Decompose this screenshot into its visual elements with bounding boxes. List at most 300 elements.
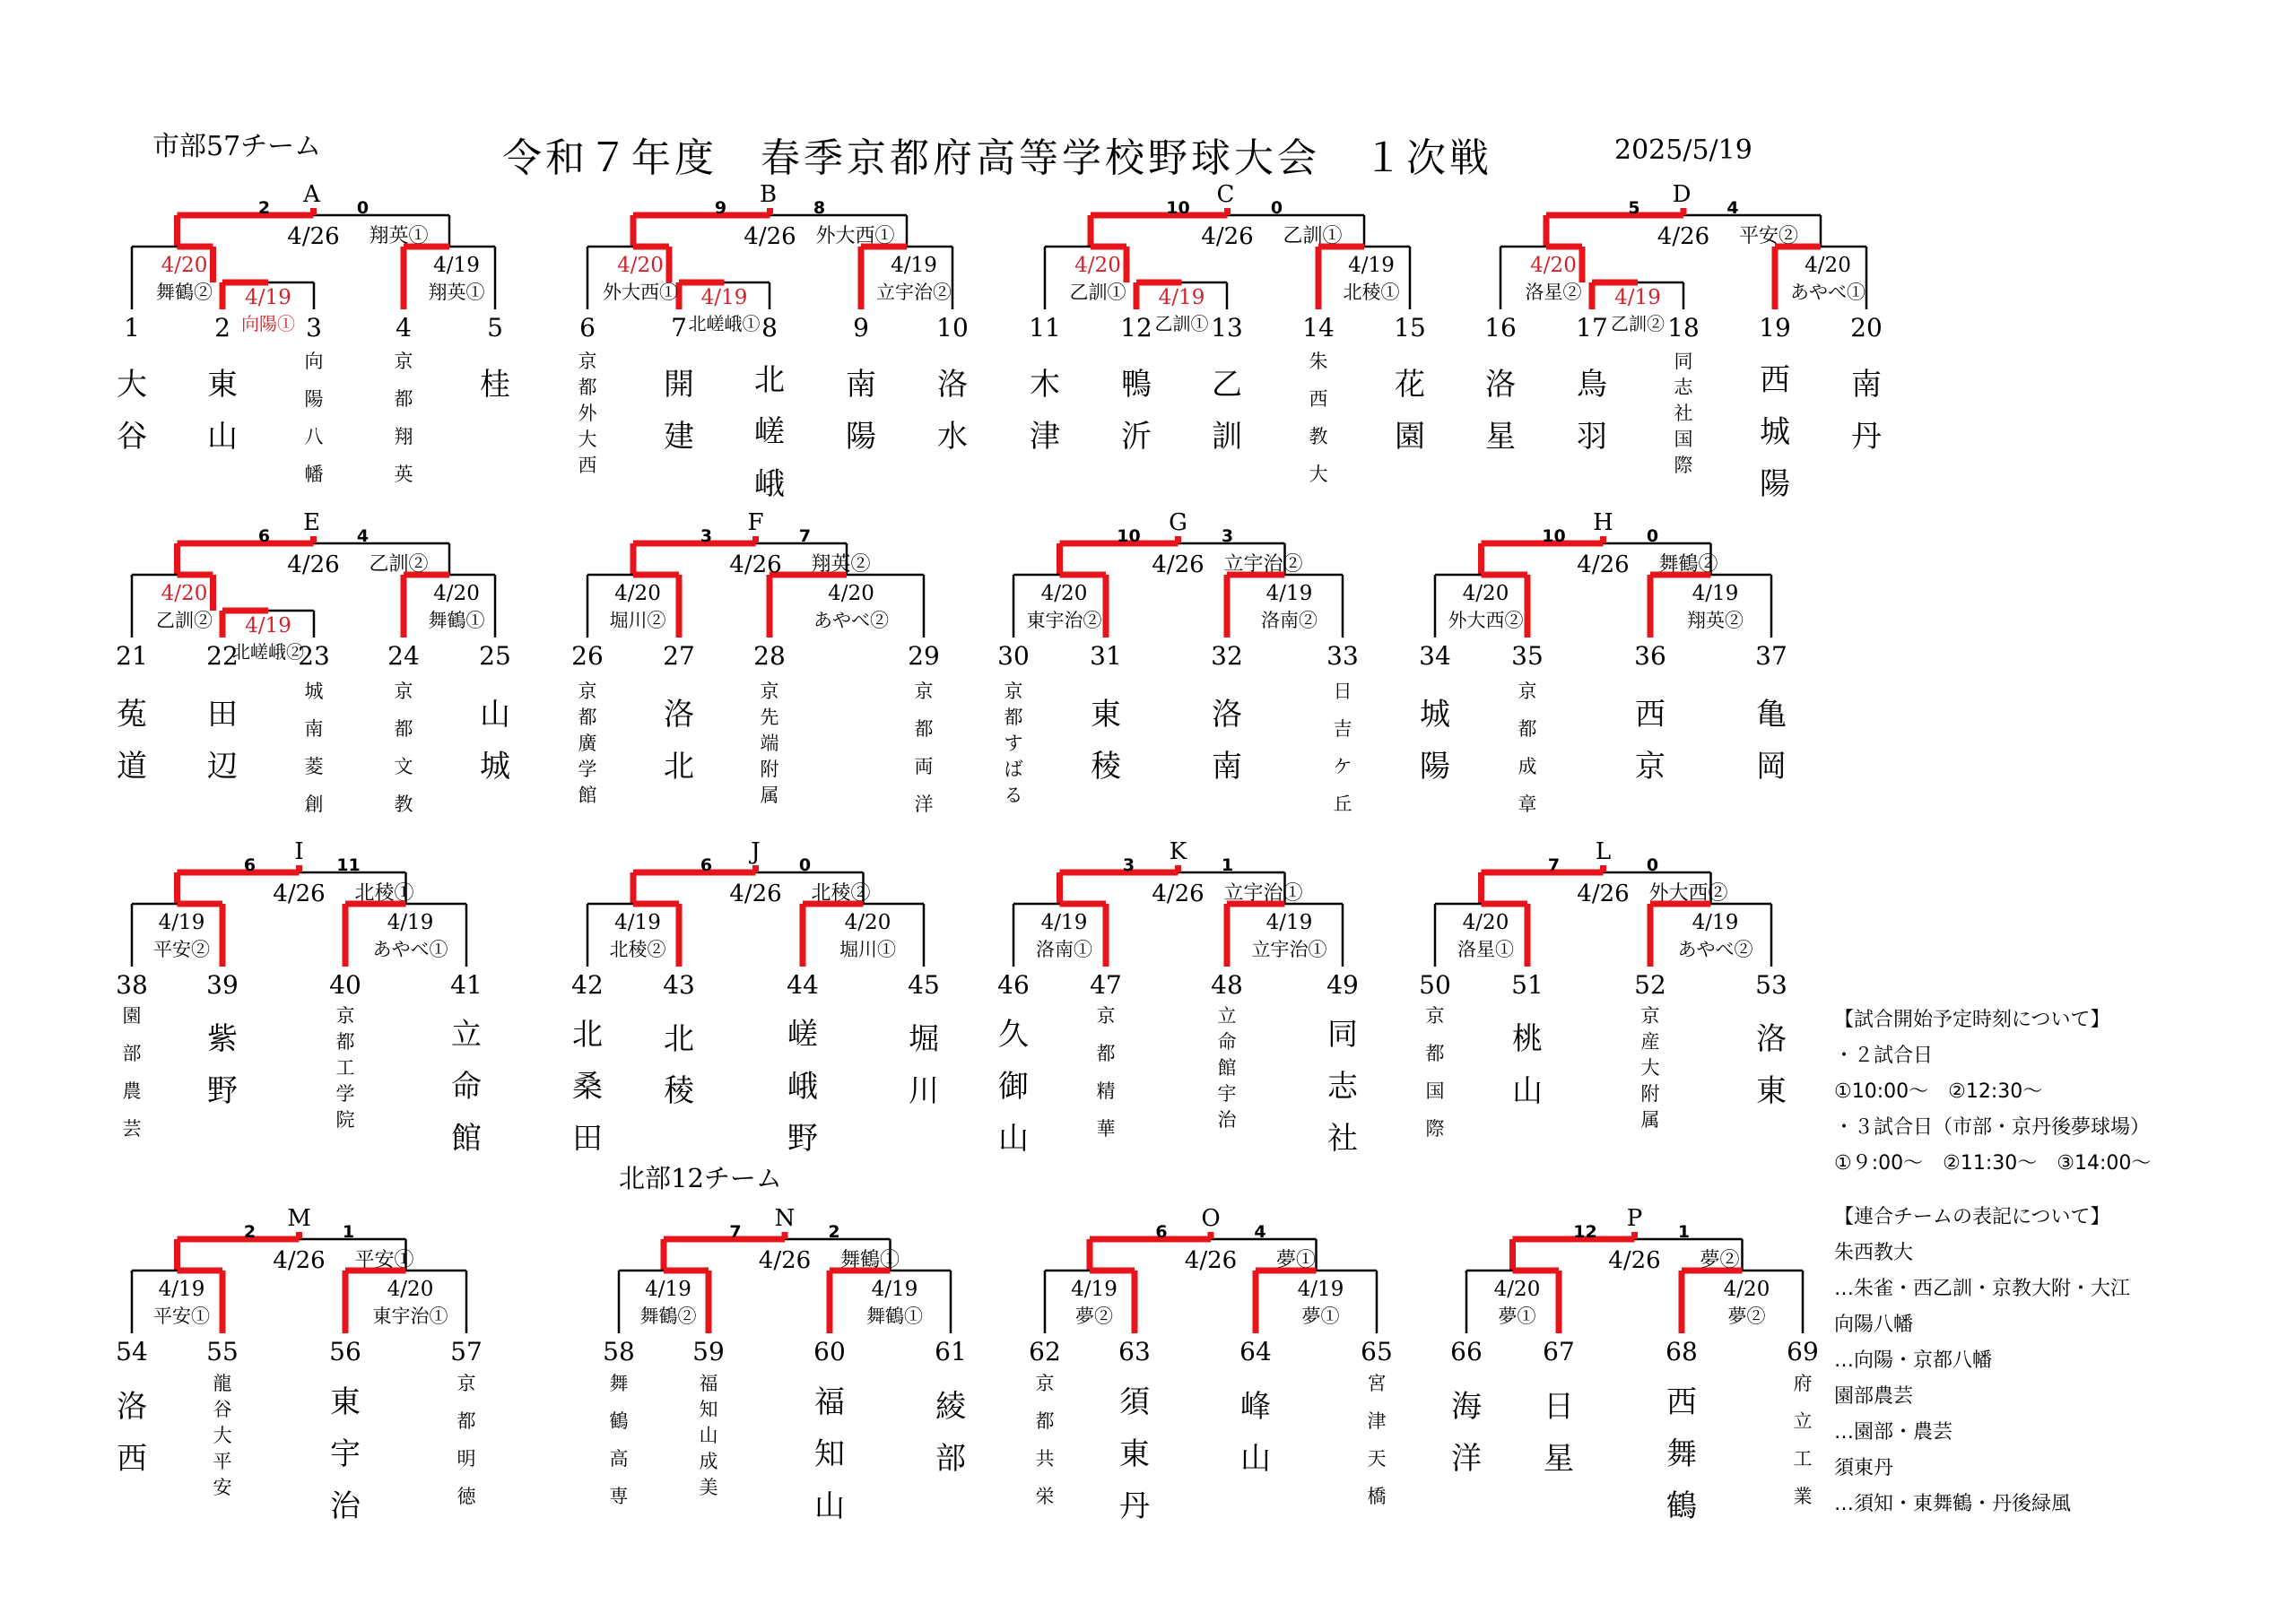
team-name: 舞: [1666, 1436, 1697, 1472]
team-number: 40: [329, 970, 361, 1000]
joint-team-3-detail: …園部・農芸: [1834, 1421, 1953, 1444]
team-name: 御: [998, 1069, 1029, 1105]
header-left-label: 市部57チーム: [152, 131, 322, 162]
team-name: 大: [213, 1425, 232, 1446]
team-name: 志: [1327, 1069, 1358, 1105]
team-number: 63: [1118, 1337, 1151, 1366]
team-name: 堀: [909, 1021, 939, 1057]
team-name: 陽: [846, 419, 876, 455]
team-name: 翔: [394, 426, 413, 447]
team-number: 17: [1576, 313, 1608, 343]
game-date: 4/19: [645, 1278, 691, 1301]
team-name: 城: [1760, 414, 1790, 450]
score: 4: [1254, 1222, 1266, 1242]
score: 4: [356, 526, 370, 546]
team-number: 30: [997, 641, 1030, 671]
block-letter: K: [1169, 838, 1187, 865]
team-name: 稜: [664, 1073, 694, 1109]
game-winner: 東宇治②: [1026, 610, 1102, 631]
final-date: 4/26: [1152, 880, 1205, 907]
game-winner: 夢②: [1727, 1305, 1766, 1327]
block-letter: O: [1201, 1205, 1221, 1232]
team-name: 都: [1004, 707, 1023, 728]
team-name: 鶴: [1666, 1488, 1697, 1524]
team-name: 亀: [1756, 697, 1787, 733]
team-name: 都: [1518, 718, 1537, 740]
team-number: 9: [853, 313, 869, 343]
game-date: 4/20: [1462, 911, 1509, 934]
team-name: 際: [1425, 1118, 1445, 1140]
team-name: 津: [1030, 419, 1060, 455]
team-name: 桑: [572, 1069, 603, 1105]
team-name: 山: [1512, 1073, 1543, 1109]
team-name: 学: [578, 759, 597, 780]
team-name: 陽: [1420, 749, 1450, 785]
joint-heading: 【連合チームの表記について】: [1834, 1206, 2110, 1228]
team-name: 菟: [117, 697, 147, 733]
score: 0: [798, 855, 812, 875]
team-number: 69: [1787, 1337, 1819, 1366]
team-number: 10: [936, 313, 969, 343]
score: 7: [1547, 855, 1561, 875]
team-name: 南: [846, 367, 876, 403]
game-date: 4/20: [614, 582, 661, 605]
team-name: 山: [480, 697, 510, 733]
game-date: 4/19: [1158, 286, 1205, 309]
game-winner: 夢①: [1301, 1305, 1340, 1327]
final-winner: 夢①: [1275, 1249, 1317, 1271]
team-name: 花: [1395, 367, 1425, 403]
team-name: 部: [935, 1441, 966, 1477]
team-name: 工: [335, 1057, 355, 1079]
game-winner: 乙訓①: [1154, 313, 1209, 334]
team-number: 62: [1029, 1337, 1061, 1366]
game-date: 4/20: [828, 582, 874, 605]
team-name: 北: [664, 1021, 694, 1057]
game-winner: 堀川①: [839, 939, 896, 960]
team-name: 大: [1640, 1057, 1660, 1079]
final-winner: 夢②: [1700, 1249, 1740, 1271]
team-name: 学: [335, 1083, 355, 1105]
team-name: 西: [1635, 697, 1665, 733]
team-name: 東: [207, 367, 238, 403]
team-name: 附: [1640, 1083, 1660, 1105]
team-number: 51: [1511, 970, 1544, 1000]
game-date: 4/19: [1265, 911, 1313, 934]
team-name: 城: [304, 681, 324, 702]
team-name: す: [1004, 733, 1023, 754]
block-letter: G: [1169, 509, 1187, 536]
team-number: 57: [450, 1337, 483, 1366]
team-name: 芸: [122, 1118, 142, 1140]
team-name: 章: [1518, 794, 1537, 815]
final-winner: 立宇治②: [1223, 553, 1303, 576]
team-name: 野: [787, 1121, 818, 1157]
block-letter: E: [303, 509, 320, 536]
game-date: 4/19: [614, 911, 661, 934]
team-number: 24: [387, 641, 420, 671]
game-date: 4/19: [891, 254, 937, 277]
team-name: 龍: [213, 1373, 232, 1394]
team-number: 16: [1484, 313, 1517, 343]
team-number: 5: [487, 313, 503, 343]
team-name: 洛: [664, 697, 694, 733]
score: 6: [1155, 1222, 1168, 1242]
team-name: 京: [1518, 681, 1537, 702]
team-name: 田: [207, 697, 238, 733]
game-date: 4/19: [1614, 286, 1661, 309]
team-name: 洋: [914, 794, 934, 815]
score: 2: [257, 198, 271, 218]
game-winner: 乙訓①: [1069, 282, 1126, 303]
game-date: 4/19: [1071, 1278, 1118, 1301]
team-name: 国: [1425, 1080, 1445, 1102]
team-name: 工: [1793, 1448, 1813, 1470]
team-name: 京: [394, 681, 413, 702]
team-name: 道: [117, 749, 147, 785]
team-name: 辺: [207, 749, 238, 785]
score: 5: [1628, 198, 1640, 218]
team-number: 50: [1419, 970, 1451, 1000]
team-name: 大: [578, 429, 597, 450]
game-winner: 平安②: [153, 939, 210, 960]
team-name: 丹: [1851, 419, 1882, 455]
team-name: 山: [1240, 1441, 1271, 1477]
team-name: 属: [1640, 1109, 1660, 1131]
team-number: 68: [1665, 1337, 1698, 1366]
team-name: 都: [914, 718, 934, 740]
team-name: 田: [572, 1121, 603, 1157]
team-name: 部: [122, 1043, 142, 1064]
team-name: 都: [394, 388, 413, 410]
team-name: 美: [699, 1477, 718, 1498]
two-games-times: ①10:00～ ②12:30～: [1834, 1080, 2043, 1103]
team-name: 川: [909, 1073, 939, 1109]
game-date: 4/20: [161, 582, 208, 605]
game-winner: 舞鶴①: [428, 610, 485, 631]
team-name: 菱: [304, 756, 324, 777]
team-number: 22: [206, 641, 239, 671]
team-name: 教: [1309, 426, 1328, 447]
score: 9: [714, 198, 727, 218]
team-number: 45: [908, 970, 940, 1000]
final-winner: 舞鶴①: [839, 1249, 900, 1271]
team-name: 京: [457, 1373, 476, 1394]
block-letter: C: [1216, 181, 1235, 208]
info-panel: [1834, 1002, 2151, 1522]
team-name: 岡: [1756, 749, 1787, 785]
team-name: 業: [1793, 1486, 1813, 1507]
team-name: 京: [914, 681, 934, 702]
score: 3: [1221, 526, 1234, 546]
final-winner: 翔英①: [369, 225, 429, 247]
team-name: 治: [1217, 1109, 1237, 1131]
game-date: 4/20: [1530, 254, 1577, 277]
joint-team-2: 向陽八幡: [1834, 1314, 1914, 1336]
block-letter: I: [294, 838, 304, 865]
game-winner: あやべ①: [1790, 282, 1866, 303]
final-date: 4/26: [758, 1247, 812, 1274]
team-name: 洛: [1212, 697, 1242, 733]
final-winner: 北稜①: [354, 882, 414, 905]
game-winner: 外大西①: [603, 282, 678, 303]
score: 10: [1542, 526, 1566, 546]
game-winner: 東宇治①: [372, 1305, 448, 1327]
team-name: 属: [760, 785, 779, 806]
block-letter: L: [1595, 838, 1612, 865]
team-name: 洋: [1451, 1441, 1482, 1477]
team-name: 福: [699, 1373, 718, 1394]
game-winner: 洛星①: [1457, 939, 1514, 960]
team-name: 山: [814, 1488, 845, 1524]
score: 3: [1122, 855, 1135, 875]
game-date: 4/19: [158, 1278, 205, 1301]
game-date: 4/20: [1723, 1278, 1770, 1301]
team-name: 文: [394, 756, 413, 777]
game-date: 4/19: [1692, 582, 1739, 605]
team-name: る: [1004, 785, 1023, 806]
team-name: 京: [578, 681, 597, 702]
team-number: 64: [1239, 1337, 1272, 1366]
score: 7: [729, 1222, 742, 1242]
team-name: 吉: [1333, 718, 1352, 740]
score: 1: [342, 1222, 355, 1242]
game-date: 4/19: [158, 911, 205, 934]
team-name: 京: [1035, 1373, 1055, 1394]
team-number: 46: [997, 970, 1030, 1000]
game-winner: 乙訓②: [1611, 313, 1665, 334]
team-name: 八: [304, 426, 324, 447]
team-name: 峨: [787, 1069, 818, 1105]
team-number: 6: [579, 313, 596, 343]
team-number: 66: [1450, 1337, 1483, 1366]
team-name: 日: [1333, 681, 1352, 702]
game-winner: 舞鶴②: [639, 1305, 697, 1327]
team-number: 19: [1759, 313, 1791, 343]
final-date: 4/26: [1608, 1247, 1661, 1274]
joint-team-1-detail: …朱雀・西乙訓・京教大附・大江: [1834, 1278, 2131, 1300]
score: 2: [828, 1222, 840, 1242]
team-number: 60: [813, 1337, 846, 1366]
team-number: 37: [1755, 641, 1787, 671]
team-name: 山: [998, 1121, 1029, 1157]
final-winner: 乙訓①: [1283, 225, 1343, 247]
block-letter: M: [287, 1205, 311, 1232]
team-name: 谷: [117, 419, 147, 455]
block-letter: P: [1626, 1205, 1643, 1232]
team-number: 26: [571, 641, 604, 671]
final-date: 4/26: [1152, 551, 1205, 578]
team-name: 端: [760, 733, 779, 754]
team-number: 53: [1755, 970, 1787, 1000]
team-number: 58: [603, 1337, 635, 1366]
final-date: 4/26: [729, 551, 782, 578]
team-name: 両: [914, 756, 934, 777]
game-winner: 洛南②: [1261, 610, 1318, 631]
team-number: 28: [753, 641, 786, 671]
team-number: 27: [663, 641, 695, 671]
team-number: 2: [214, 313, 230, 343]
team-name: 木: [1030, 367, 1060, 403]
score: 4: [1726, 198, 1739, 218]
team-name: 都: [1035, 1410, 1055, 1432]
score: 10: [1166, 198, 1190, 218]
team-name: 外: [578, 403, 597, 424]
team-name: 西: [1760, 362, 1790, 398]
game-winner: 堀川②: [609, 610, 666, 631]
team-number: 42: [571, 970, 604, 1000]
team-name: 京: [335, 1005, 355, 1027]
final-winner: 立宇治①: [1223, 882, 1303, 905]
team-name: 命: [1217, 1031, 1237, 1053]
game-winner: 舞鶴①: [866, 1305, 923, 1327]
team-name: 都: [335, 1031, 355, 1053]
game-winner: 北稜②: [609, 939, 666, 960]
three-games-label: ・３試合日（市部・京丹後夢球場）: [1834, 1116, 2151, 1139]
game-winner: あやべ②: [1677, 939, 1753, 960]
team-name: 野: [207, 1073, 238, 1109]
team-name: 水: [937, 419, 968, 455]
score: 8: [813, 198, 826, 218]
team-name: 稜: [1091, 749, 1121, 785]
score: 11: [336, 855, 361, 875]
team-name: 都: [457, 1410, 476, 1432]
team-number: 4: [396, 313, 412, 343]
game-date: 4/20: [1040, 582, 1088, 605]
team-name: 志: [1674, 377, 1693, 398]
team-number: 52: [1634, 970, 1666, 1000]
final-date: 4/26: [273, 1247, 326, 1274]
team-name: 日: [1544, 1389, 1574, 1425]
score: 10: [1117, 526, 1141, 546]
team-number: 21: [116, 641, 148, 671]
team-number: 41: [450, 970, 483, 1000]
team-name: 治: [330, 1488, 361, 1524]
team-name: 先: [760, 707, 779, 728]
joint-team-1: 朱西教大: [1834, 1242, 1914, 1264]
team-name: 幡: [304, 464, 324, 485]
game-date: 4/20: [1462, 582, 1509, 605]
two-games-label: ・２試合日: [1834, 1045, 1934, 1067]
team-name: 鶴: [609, 1410, 629, 1432]
team-name: 向: [304, 351, 324, 372]
game-winner: 外大西②: [1448, 610, 1524, 631]
team-number: 23: [298, 641, 330, 671]
joint-team-4-detail: …須知・東舞鶴・丹後緑風: [1834, 1493, 2072, 1515]
game-winner: 翔英②: [1687, 610, 1744, 631]
final-date: 4/26: [729, 880, 782, 907]
team-name: ば: [1004, 759, 1023, 780]
team-number: 38: [116, 970, 148, 1000]
final-winner: 舞鶴②: [1658, 553, 1718, 576]
team-number: 1: [124, 313, 140, 343]
score: 0: [356, 198, 370, 218]
team-name: 久: [998, 1017, 1029, 1053]
team-name: 都: [578, 377, 597, 398]
team-number: 29: [908, 641, 940, 671]
game-date: 4/19: [433, 254, 480, 277]
final-date: 4/26: [1657, 223, 1710, 250]
block-letter: F: [747, 509, 764, 536]
team-name: 北: [664, 749, 694, 785]
final-winner: 翔英②: [811, 553, 871, 576]
team-name: 丹: [1119, 1488, 1150, 1524]
time-heading: 【試合開始予定時刻について】: [1834, 1009, 2110, 1031]
team-number: 36: [1634, 641, 1666, 671]
team-number: 25: [479, 641, 511, 671]
team-name: 谷: [213, 1399, 232, 1420]
team-name: 都: [578, 707, 597, 728]
team-name: 館: [578, 785, 597, 806]
game-winner: あやべ②: [813, 610, 889, 631]
joint-team-2-detail: …向陽・京都八幡: [1834, 1349, 1993, 1372]
team-name: 京: [1640, 1005, 1660, 1027]
team-name: 建: [664, 419, 694, 455]
team-name: 都: [1425, 1043, 1445, 1064]
game-winner: 夢①: [1498, 1305, 1536, 1327]
game-winner: 平安①: [153, 1305, 210, 1327]
team-name: 天: [1367, 1448, 1387, 1470]
team-name: 大: [1309, 464, 1328, 485]
team-name: 京: [1004, 681, 1023, 702]
team-number: 59: [692, 1337, 725, 1366]
team-name: 羽: [1577, 419, 1607, 455]
game-winner: 北嵯峨①: [688, 313, 761, 334]
final-date: 4/26: [744, 223, 796, 250]
team-name: 洛: [1485, 367, 1516, 403]
team-number: 11: [1029, 313, 1061, 343]
team-name: 華: [1096, 1118, 1116, 1140]
team-number: 8: [761, 313, 778, 343]
team-name: 立: [451, 1017, 482, 1053]
team-name: 洛: [1756, 1021, 1787, 1057]
team-name: 東: [330, 1384, 361, 1420]
team-name: 都: [1096, 1043, 1116, 1064]
team-name: 命: [451, 1069, 482, 1105]
team-name: 都: [394, 718, 413, 740]
team-name: 農: [122, 1080, 142, 1102]
team-name: 社: [1674, 403, 1693, 424]
team-name: 乙: [1212, 367, 1242, 403]
team-number: 56: [329, 1337, 361, 1366]
team-name: 洛: [117, 1389, 147, 1425]
team-number: 34: [1419, 641, 1451, 671]
team-name: 西: [117, 1441, 147, 1477]
team-name: 園: [1395, 419, 1425, 455]
game-date: 4/20: [1493, 1278, 1541, 1301]
team-number: 18: [1667, 313, 1700, 343]
team-name: 西: [1666, 1384, 1697, 1420]
team-name: 共: [1035, 1448, 1055, 1470]
game-winner: 舞鶴②: [156, 282, 213, 303]
final-date: 4/26: [273, 880, 326, 907]
team-name: 知: [699, 1399, 718, 1420]
score: 1: [1677, 1222, 1691, 1242]
team-number: 67: [1543, 1337, 1575, 1366]
team-name: 峨: [754, 466, 785, 502]
team-name: 洛: [937, 367, 968, 403]
team-name: 峰: [1240, 1389, 1271, 1425]
team-number: 48: [1211, 970, 1243, 1000]
team-name: 専: [609, 1486, 629, 1507]
game-date: 4/20: [844, 911, 891, 934]
team-name: 南: [1851, 367, 1882, 403]
team-name: 院: [335, 1109, 355, 1131]
team-name: 京: [1635, 749, 1665, 785]
team-name: 津: [1367, 1410, 1387, 1432]
game-winner: 乙訓②: [156, 610, 213, 631]
game-date: 4/20: [161, 254, 208, 277]
